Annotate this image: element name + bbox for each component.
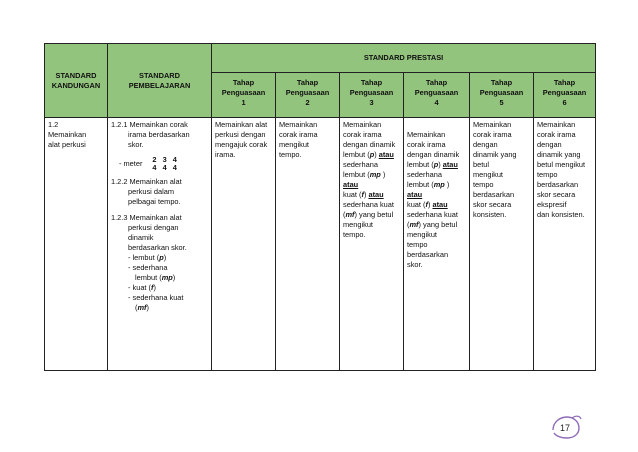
tp5-line9: skor secara [473, 199, 512, 209]
header-standard-prestasi-label: STANDARD PRESTASI [363, 53, 444, 62]
tp6-line6: tempo [537, 169, 558, 179]
meter-fraction [152, 156, 176, 173]
tp4-line6: lembut (mp ) [407, 179, 450, 189]
tp6-line4: dinamik yang [537, 149, 581, 159]
tp3-line2: corak irama [343, 129, 382, 139]
tp3-line7: atau [343, 179, 359, 189]
tahap-5-line1: Tahap [490, 78, 513, 87]
page-number: 17 [559, 423, 570, 433]
header-standard-pembelajaran [108, 44, 212, 118]
tp6-line7: berdasarkan [537, 179, 579, 189]
sp-123-line2: perkusi dengan [128, 222, 179, 232]
tp3-line11: mengikut [343, 219, 373, 229]
sp-123-line4: berdasarkan skor. [128, 242, 187, 252]
tp5-line3: dengan [473, 139, 498, 149]
tp3-line5: sederhana [343, 159, 378, 169]
header-tahap-4 [404, 73, 470, 118]
tp3-line6: lembut (mp ) [343, 169, 386, 179]
tp3-line1: Memainkan [343, 120, 382, 129]
header-tahap-3 [340, 73, 404, 118]
tp3-line4: lembut (p) atau [343, 149, 394, 159]
sp-122-line1: 1.2.2 Memainkan alat [111, 176, 182, 186]
tp3-line3: dengan dinamik [343, 139, 396, 149]
sp-122-line3: pelbagai tempo. [128, 196, 181, 206]
tahap-1-line1: Tahap [232, 78, 255, 87]
tp2-line1: Memainkan [279, 120, 318, 129]
dyn-kuat: - kuat (f) [128, 282, 156, 292]
tp4-line14: skor. [407, 259, 423, 269]
tahap-4-line2: Penguasaan [414, 87, 459, 97]
tahap-6-line2: Penguasaan [542, 87, 587, 97]
cell-tahap-2 [276, 118, 340, 371]
header-tahap-5 [470, 73, 534, 118]
tp6-line10: dan konsisten. [537, 209, 585, 219]
dyn-sederhana-lembut: - sederhana [128, 262, 168, 272]
tp4-line12: tempo [407, 239, 428, 249]
sp-121-line1: 1.2.1 Memainkan corak [111, 120, 188, 129]
meter-signature [119, 156, 208, 173]
dyn-lembut: - lembut (p) [128, 252, 167, 262]
meter-top: 2 3 4 [152, 154, 177, 164]
header-standard-pembelajaran-label: STANDARD PEMBELAJARAN [128, 70, 191, 90]
tp5-line8: berdasarkan [473, 189, 515, 199]
tp3-line9: sederhana kuat [343, 199, 394, 209]
tahap-5-line2: Penguasaan [479, 87, 524, 97]
header-tahap-1 [212, 73, 276, 118]
tp5-line6: mengikut [473, 169, 503, 179]
tp3-line8: kuat (f) atau [343, 189, 384, 199]
page-number-badge [552, 419, 578, 437]
tp5-line5: betul [473, 159, 490, 169]
tp6-line5: betul mengikut [537, 159, 586, 169]
tp3-line12: tempo. [343, 229, 366, 239]
cell-standard-pembelajaran [108, 118, 212, 371]
kandungan-line2: alat perkusi [48, 139, 86, 149]
cell-tahap-1 [212, 118, 276, 371]
tp4-line1: Memainkan [407, 130, 446, 139]
tp2-line4: tempo. [279, 149, 302, 159]
tahap-6-num: 6 [562, 97, 567, 107]
tp4-line11: mengikut [407, 229, 437, 239]
tp6-line2: corak irama [537, 129, 576, 139]
standard-table [44, 43, 596, 371]
tahap-1-num: 1 [241, 97, 246, 107]
tp4-line8: kuat (f) atau [407, 199, 448, 209]
tahap-3-num: 3 [369, 97, 374, 107]
header-standard-kandungan [45, 44, 108, 118]
cell-tahap-5 [470, 118, 534, 371]
cell-tahap-3 [340, 118, 404, 371]
tp5-line2: corak irama [473, 129, 512, 139]
tp4-line5: sederhana [407, 169, 442, 179]
header-tahap-6 [534, 73, 596, 118]
tahap-4-num: 4 [434, 97, 439, 107]
dyn-sederhana-kuat-sym: (mf) [135, 302, 149, 312]
tahap-4-line1: Tahap [425, 78, 448, 87]
tp5-line10: konsisten. [473, 209, 507, 219]
tp3-line10: (mf) yang betul [343, 209, 394, 219]
meter-bottom: 4 4 4 [152, 163, 177, 173]
tahap-6-line1: Tahap [553, 78, 576, 87]
tahap-3-line2: Penguasaan [349, 87, 394, 97]
kandungan-code: 1.2 [48, 120, 59, 129]
tp4-line7: atau [407, 189, 423, 199]
tp1-line4: irama. [215, 149, 236, 159]
cell-tahap-6 [534, 118, 596, 371]
tp5-line7: tempo [473, 179, 494, 189]
tp2-line2: corak irama [279, 129, 318, 139]
tp4-line3: dengan dinamik [407, 149, 460, 159]
tp2-line3: mengikut [279, 139, 309, 149]
tahap-2-line1: Tahap [296, 78, 319, 87]
meter-label: - meter [119, 159, 143, 169]
cell-tahap-4 [404, 118, 470, 371]
tp1-line1: Memainkan alat [215, 120, 268, 129]
tp1-line2: perkusi dengan [215, 129, 266, 139]
header-standard-kandungan-label: STANDARD KANDUNGAN [51, 70, 101, 90]
kandungan-line1: Memainkan [48, 129, 87, 139]
tahap-2-line2: Penguasaan [285, 87, 330, 97]
tp4-line4: lembut (p) atau [407, 159, 458, 169]
sp-123-line3: dinamik [128, 232, 154, 242]
tp5-line1: Memainkan [473, 120, 512, 129]
dyn-sederhana-lembut-sym: lembut (mp) [135, 272, 176, 282]
sp-123-line1: 1.2.3 Memainkan alat [111, 212, 182, 222]
sp-121-line2: irama berdasarkan [128, 129, 190, 139]
sp-121-line3: skor. [128, 139, 144, 149]
tp6-line9: ekspresif [537, 199, 567, 209]
tp6-line1: Memainkan [537, 120, 576, 129]
tp5-line4: dinamik yang [473, 149, 517, 159]
tahap-2-num: 2 [305, 97, 310, 107]
dyn-sederhana-kuat: - sederhana kuat [128, 292, 184, 302]
tahap-5-num: 5 [499, 97, 504, 107]
header-standard-prestasi [212, 44, 596, 73]
tp4-line2: corak irama [407, 139, 446, 149]
header-tahap-2 [276, 73, 340, 118]
cell-standard-kandungan [45, 118, 108, 371]
tp4-line10: (mf) yang betul [407, 219, 458, 229]
tp4-line9: sederhana kuat [407, 209, 458, 219]
tp6-line3: dengan [537, 139, 562, 149]
tp1-line3: mengajuk corak [215, 139, 268, 149]
tahap-1-line2: Penguasaan [221, 87, 266, 97]
tahap-3-line1: Tahap [360, 78, 383, 87]
tp6-line8: skor secara [537, 189, 576, 199]
table-row [45, 118, 596, 371]
sp-122-line2: perkusi dalam [128, 186, 175, 196]
tp4-line13: berdasarkan [407, 249, 449, 259]
